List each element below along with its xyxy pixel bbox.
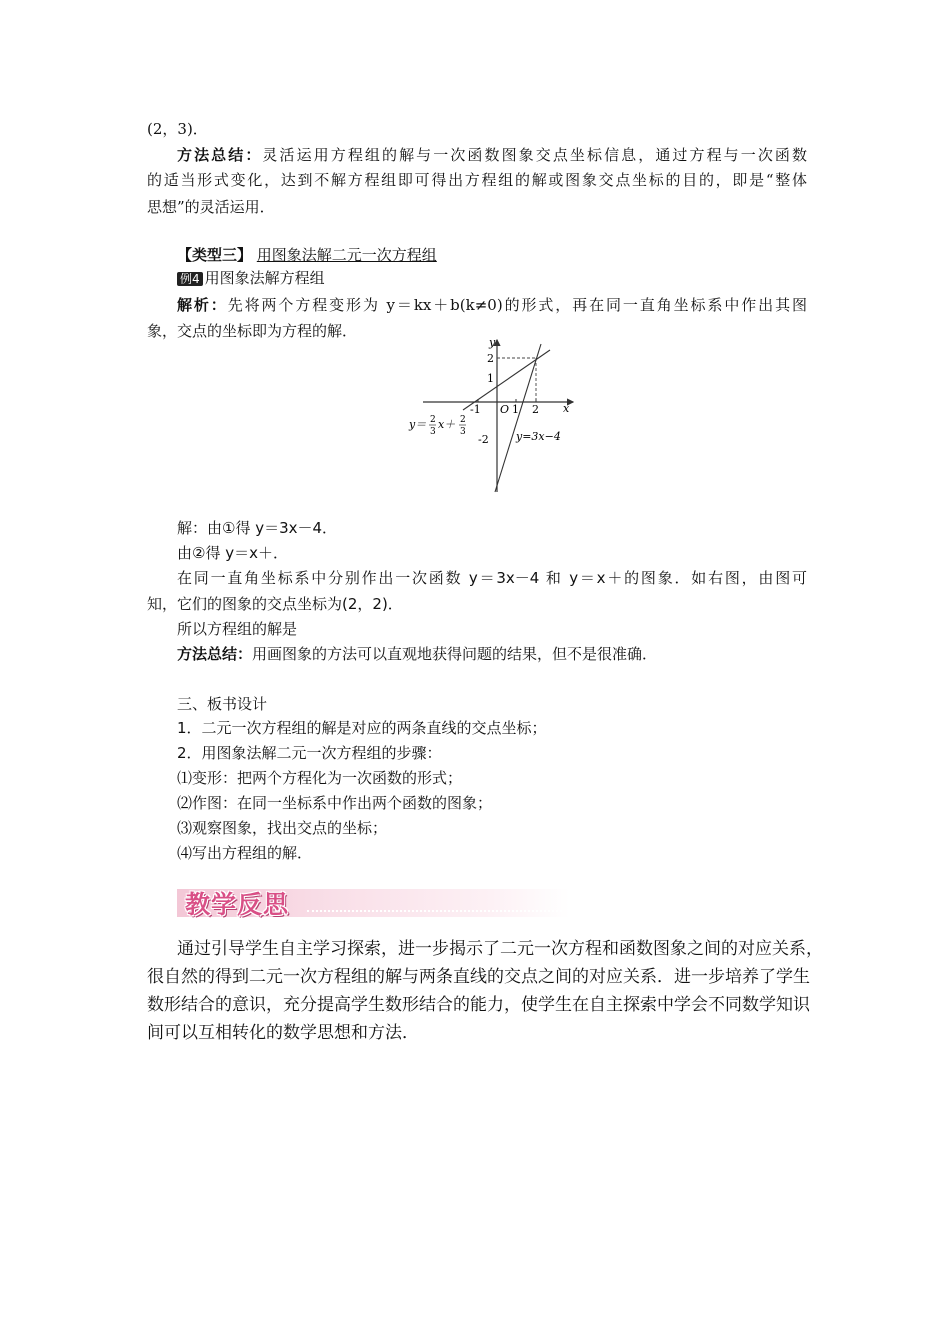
graph-figure [405,336,585,496]
line1-frac2-den: 3 [460,427,466,437]
summary1-text1: 灵活运用方程组的解与一次函数图象交点坐标信息，通过方程与一次函数 [262,146,807,164]
board-item-4: ⑵作图：在同一坐标系中作出两个函数的图象； [177,794,493,812]
reflection-banner-title: 教学反思 [185,890,290,919]
reflection-line2: 很自然的得到二元一次方程组的解与两条直线的交点之间的对应关系．进一步培养了学生 [147,967,810,987]
axis-x-label: x [563,402,570,415]
reflection-line4: 间可以互相转化的数学思想和方法． [147,1023,419,1043]
solution-line1: 解：由①得 y＝3x－4． [177,519,338,537]
solution-line4: 知，它们的图象的交点坐标为(2，2)． [147,595,403,613]
line1-frac1-den: 3 [430,427,436,437]
y-tick-label-neg2: -2 [478,433,489,446]
analysis-label: 解析： [177,296,228,314]
line2-label: y=3x−4 [516,430,561,443]
analysis-line1 [147,295,807,315]
solution-line3: 在同一直角坐标系中分别作出一次函数 y＝3x－4 和 y＝x＋的图象．如右图，由图可 [177,569,807,587]
example-line [177,268,837,288]
analysis-text1: 先将两个方程变形为 y＝kx＋b(k≠0)的形式，再在同一直角坐标系中作出其图 [227,296,807,314]
line1-frac1-num: 2 [430,415,436,425]
line1-label-prefix: y＝ [409,418,427,431]
line-y-3x-minus-4 [495,344,541,492]
summary2-line [147,644,807,664]
type3-heading [177,245,837,265]
solution-line5: 所以方程组的解是 [177,620,298,638]
reflection-banner-dots [307,910,562,914]
line1-label-mid: x＋ [438,418,456,431]
reflection-line1: 通过引导学生自主学习探索，进一步揭示了二元一次方程和函数图象之间的对应关系， [177,939,823,959]
example-text: 用图象法解方程组 [204,269,325,287]
analysis-line2: 象，交点的坐标即为方程的解． [147,322,358,340]
summary1-label: 方法总结： [177,146,263,164]
summary2-label: 方法总结： [177,645,253,663]
solution-line2: 由②得 y＝x＋． [177,544,288,562]
board-item-3: ⑴变形：把两个方程化为一次函数的形式； [177,769,463,787]
type3-title: 用图象法解二元一次方程组 [256,246,437,264]
board-title: 三、板书设计 [177,695,268,713]
type3-bracket: 【类型三】 [177,246,253,264]
prev-answer-line: (2，3)． [147,120,208,138]
board-item-2: 2．用图象法解二元一次方程组的步骤： [177,744,442,762]
example-tag: 例4 [177,272,203,286]
line-y-2-3x-plus-2-3 [463,350,550,410]
y-tick-label-1: 1 [487,372,494,385]
x-tick-label-neg1: -1 [470,403,481,416]
y-tick-label-2: 2 [487,352,494,365]
reflection-paragraph [147,935,823,1047]
x-tick-label-1: 1 [512,403,519,416]
line1-frac2-num: 2 [460,415,466,425]
board-item-6: ⑷写出方程组的解． [177,844,313,862]
summary1-line1 [147,145,807,165]
x-tick-label-2: 2 [532,403,539,416]
board-item-1: 1．二元一次方程组的解是对应的两条直线的交点坐标； [177,719,547,737]
board-item-5: ⑶观察图象，找出交点的坐标； [177,819,388,837]
reflection-banner [177,883,570,919]
summary1-line3: 思想”的灵活运用． [147,198,275,216]
axis-y-label: y [489,336,496,349]
origin-label: O [500,403,510,416]
reflection-line3: 数形结合的意识，充分提高学生数形结合的能力，使学生在自主探索中学会不同数学知识 [147,995,810,1015]
summary1-line2: 的适当形式变化，达到不解方程组即可得出方程组的解或图象交点坐标的目的，即是“整体 [147,171,807,189]
summary2-text: 用画图象的方法可以直观地获得问题的结果，但不是很准确． [252,645,658,663]
